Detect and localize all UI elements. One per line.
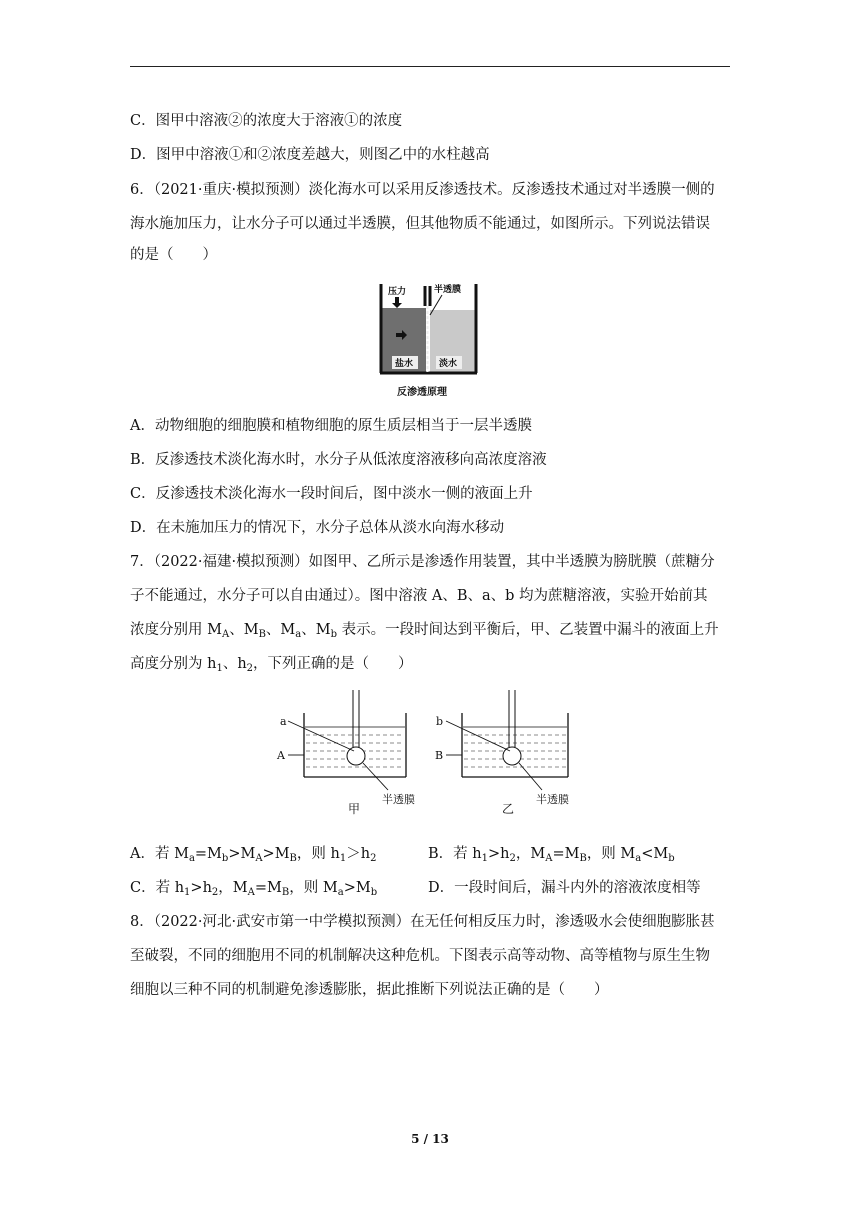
q7-option-c: C．若 $h_1>h_2$，$M_A=M_B$，则 $M_a>M_b$ (130, 880, 378, 898)
q7-option-d: D．一段时间后，漏斗内外的溶液浓度相等 (428, 880, 701, 896)
q6-option-c: C．反渗透技术淡化海水一段时间后，图中淡水一侧的液面上升 (130, 486, 533, 502)
q6-stem-line3: 的是（ ） (130, 247, 217, 263)
q7-option-b: B．若 $h_1>h_2$，$M_A=M_B$，则 $M_a<M_b$ (428, 846, 675, 864)
pressure-label: 压力 (388, 287, 407, 297)
q6-option-a: A．动物细胞的细胞膜和植物细胞的原生质层相当于一层半透膜 (130, 418, 532, 434)
q6-stem-line1: 6．（2021·重庆·模拟预测）淡化海水可以采用反渗透技术。反渗透技术通过对半透膜一侧的 (130, 182, 715, 198)
osmosis-devices-figure (270, 685, 590, 820)
q6-option-d: D．在未施加压力的情况下，水分子总体从淡水向海水移动 (130, 520, 505, 536)
reverse-osmosis-figure (368, 280, 486, 402)
fresh-water-label: 淡水 (439, 359, 458, 369)
q7-stem-line1: 7．（2022·福建·模拟预测）如图甲、乙所示是渗透作用装置，其中半透膜为膀胱膜（蔗糖分 (130, 554, 715, 570)
q8-stem-line1: 8．（2022·河北·武安市第一中学模拟预测）在无任何相反压力时，渗透吸水会使细胞膨胀甚 (130, 914, 715, 930)
membrane-label-yi: 半透膜 (536, 793, 569, 806)
label-b: b (436, 715, 444, 728)
membrane-label-jia: 半透膜 (382, 793, 415, 806)
device-jia (276, 690, 415, 816)
q7-stem-line2: 子不能通过，水分子可以自由通过）。图中溶液 A、B、a、b 均为蔗糖溶液，实验开始前其 (130, 588, 708, 604)
q5-option-d: D．图甲中溶液①和②浓度差越大，则图乙中的水柱越高 (130, 147, 490, 163)
header-rule (130, 66, 730, 67)
page-number: 5 / 13 (411, 1132, 449, 1146)
q7-stem-line4: 高度分别为 $h_1$、$h_2$，下列正确的是（ ） (130, 656, 413, 674)
down-arrow-icon (392, 297, 402, 308)
label-B: B (435, 749, 444, 762)
caption-jia: 甲 (348, 802, 361, 816)
q8-stem-line2: 至破裂，不同的细胞用不同的机制解决这种危机。下图表示高等动物、高等植物与原生生物 (130, 948, 710, 964)
device-yi (435, 690, 569, 816)
q7-stem-line3: 浓度分别用 $M_A$、$M_B$、$M_a$、$M_b$ 表示。一段时间达到平衡后，甲、乙装置中漏斗的液面上升 (130, 622, 719, 640)
q6-option-b: B．反渗透技术淡化海水时，水分子从低浓度溶液移向高浓度溶液 (130, 452, 547, 468)
label-a: a (280, 715, 287, 728)
membrane-label: 半透膜 (434, 285, 462, 295)
label-A: A (277, 749, 285, 762)
figure-caption: 反渗透原理 (397, 387, 447, 398)
q7-option-a: A．若 $M_a=M_b>M_A>M_B$，则 $h_1>h_2$ (130, 846, 377, 864)
q8-stem-line3: 细胞以三种不同的机制避免渗透膨胀，据此推断下列说法正确的是（ ） (130, 982, 609, 998)
salt-water-label: 盐水 (395, 359, 414, 369)
q5-option-c: C．图甲中溶液②的浓度大于溶液①的浓度 (130, 113, 403, 129)
q6-stem-line2: 海水施加压力，让水分子可以通过半透膜，但其他物质不能通过，如图所示。下列说法错误 (130, 216, 710, 232)
caption-yi: 乙 (502, 802, 515, 816)
